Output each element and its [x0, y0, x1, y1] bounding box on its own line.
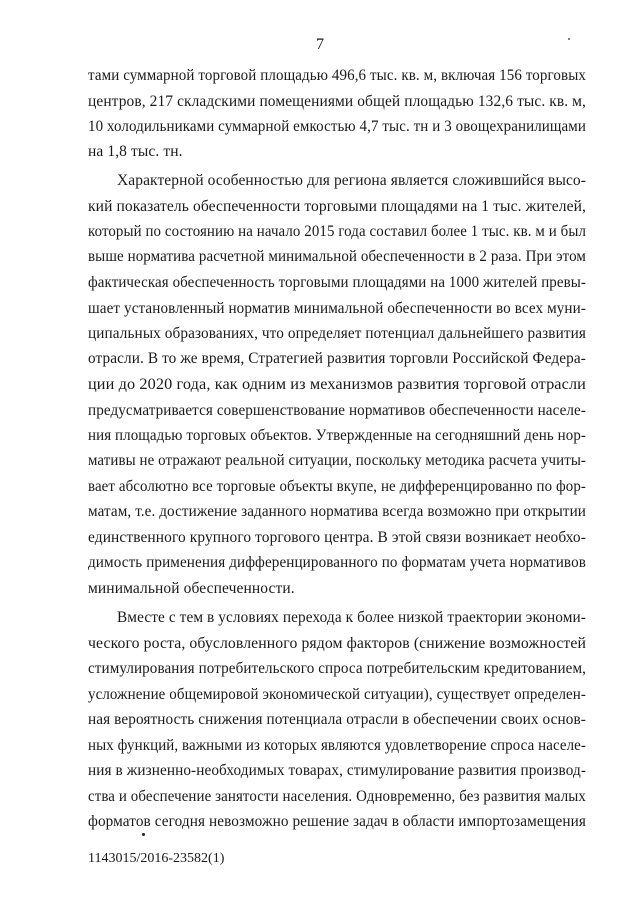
- text-line: тами суммарной торговой площадью 496,6 тыс. кв. м, включая 156 торговых: [88, 67, 586, 84]
- text-line: кий показатель обеспеченности торговыми площадями на 1 тыс. жителей,: [88, 198, 586, 215]
- text-line: усложнение общемировой экономической ситуации), существует определен-: [88, 686, 586, 703]
- text-line: форматов сегодня невозможно решение задач в области импортозамещения: [88, 813, 586, 830]
- text-line: 10 холодильниками суммарной емкостью 4,7 тыс. тн и 3 овощехранилищами: [88, 118, 586, 135]
- text-line: ная вероятность снижения потенциала отрасли в обеспечении своих основ-: [88, 711, 586, 728]
- text-line: предусматривается совершенствование нормативов обеспеченности населе-: [88, 402, 586, 419]
- text-line: на 1,8 тыс. тн.: [88, 143, 183, 160]
- text-line: единственного крупного торгового центра. В этой связи возникает необхо-: [88, 529, 586, 546]
- text-line: димость применения дифференцированного по форматам учета нормативов: [88, 554, 586, 571]
- text-line: ства и обеспечение занятости населения. Одновременно, без развития малых: [88, 788, 586, 805]
- text-line: ния площадью торговых объектов. Утвержденные на сегодняшний день нор-: [88, 427, 586, 444]
- text-line: мативы не отражают реальной ситуации, поскольку методика расчета учиты-: [88, 452, 586, 469]
- corner-mark: [568, 38, 570, 40]
- paragraph-start: Вместе с тем в условиях перехода к более низкой траектории экономи-: [117, 609, 586, 626]
- text-line: ческого роста, обусловленного рядом факторов (снижение возможностей: [88, 635, 586, 652]
- text-line: фактическая обеспеченность торговыми площадями на 1000 жителей превы-: [88, 274, 586, 291]
- text-line: ципальных образованиях, что определяет потенциал дальнейшего развития: [88, 325, 586, 342]
- text-line: вает абсолютно все торговые объекты вкупе, не дифференцированно по фор-: [88, 478, 586, 495]
- text-line: минимальной обеспеченности.: [88, 580, 295, 597]
- text-line: отрасли. В то же время, Стратегией развития торговли Российской Федера-: [88, 350, 586, 367]
- text-line: ния в жизненно-необходимых товарах, стимулирование развития производ-: [88, 762, 586, 779]
- text-line: матам, т.е. достижение заданного норматива всегда возможно при открытии: [88, 503, 586, 520]
- text-line: выше норматива расчетной минимальной обеспеченности в 2 раза. При этом: [88, 248, 586, 265]
- dot-mark: [142, 833, 145, 836]
- text-line: ных функций, важными из которых являются удовлетворение спроса населе-: [88, 737, 586, 754]
- text-line: шает установленный норматив минимальной обеспеченности во всех муни-: [88, 300, 586, 317]
- text-line: ции до 2020 года, как одним из механизмов развития торговой отрасли: [88, 376, 586, 393]
- text-line: центров, 217 складскими помещениями общей площадью 132,6 тыс. кв. м,: [88, 93, 586, 110]
- text-line: стимулирования потребительского спроса потребительским кредитованием,: [88, 660, 586, 677]
- document-id: 1143015/2016-23582(1): [88, 851, 225, 866]
- page-number: 7: [316, 36, 324, 53]
- paragraph-start: Характерной особенностью для региона является сложившийся высо-: [117, 172, 586, 189]
- text-line: который по состоянию на начало 2015 года составил более 1 тыс. кв. м и был: [88, 223, 586, 240]
